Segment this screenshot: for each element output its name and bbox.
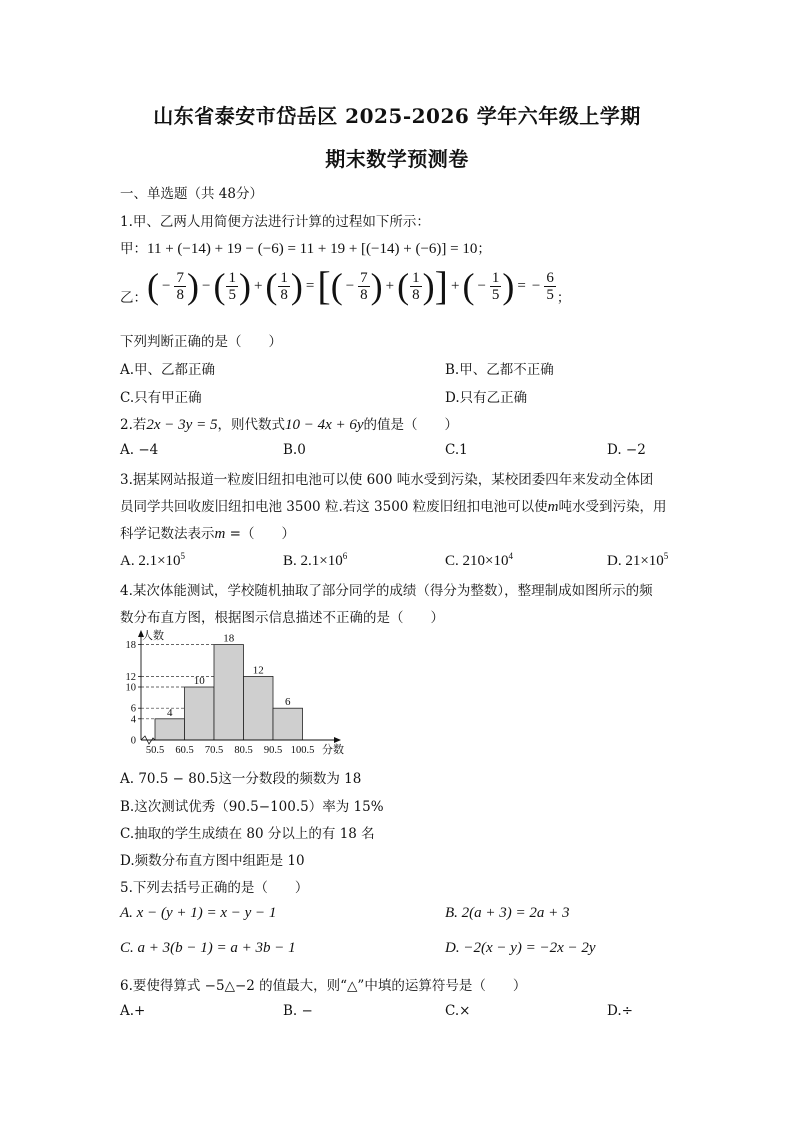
q5-option-a[interactable]: A. x − (y + 1) = x − y − 1 (120, 905, 277, 921)
q3-line1: 3.据某网站报道一粒废旧纽扣电池可以使 600 吨水受到污染，某校团委四年来发动全体团 (120, 472, 654, 488)
section-heading: 一、单选题（共 48分） (120, 186, 263, 202)
histogram-x-title: 分数 (322, 743, 344, 756)
q3-line2 (120, 495, 667, 516)
q1-jia-row (120, 237, 491, 258)
q2-stem-mid: ，则代数式 (217, 417, 285, 433)
q2-condition: 2x − 3y = 5 (146, 417, 218, 433)
q4-option-b[interactable]: B.这次测试优秀（90.5−100.5）率为 15% (120, 799, 384, 815)
q6-stem: 6.要使得算式 −5△−2 的值最大，则“△”中填的运算符号是（ ） (120, 978, 527, 994)
histogram-bar-label-3: 12 (252, 664, 264, 677)
q2-option-c[interactable]: C.1 (445, 442, 468, 458)
q2-option-d[interactable]: D. −2 (607, 442, 646, 458)
q1-yi-end: ； (556, 290, 571, 306)
histogram-bar-label-0: 4 (167, 706, 173, 719)
histogram-y-title: 人数 (142, 629, 164, 642)
histogram-y-tick-label-10: 10 (125, 682, 136, 694)
q1-jia-label: 甲： (120, 241, 147, 257)
q5-option-b[interactable]: B. 2(a + 3) = 2a + 3 (445, 905, 570, 921)
q2-stem-prefix: 2.若 (120, 417, 147, 433)
q3-option-c[interactable]: C. $210\times 10^4$ (445, 551, 513, 569)
q4-line1: 4.某次体能测试，学校随机抽取了部分同学的成绩（得分为整数），整理制成如图所示的频 (120, 583, 653, 599)
histogram-x-tick-label-2: 70.5 (204, 745, 224, 756)
q1-option-c[interactable]: C.只有甲正确 (120, 390, 202, 406)
histogram-x-tick-label-3: 80.5 (234, 745, 253, 756)
histogram-y-tick-label-12: 12 (125, 671, 136, 683)
q3-line2-text: 员同学共回收废旧纽扣电池 3500 粒.若这 3500 粒废旧纽扣电池可以使 (120, 499, 548, 515)
q6-option-c[interactable]: C.× (445, 1003, 471, 1019)
histogram-bar-0 (155, 719, 185, 740)
q3-var-m2: m (214, 526, 226, 542)
q1-jia-end: ； (477, 241, 491, 257)
histogram-bar-label-2: 18 (223, 632, 235, 645)
histogram-bar-label-4: 6 (285, 696, 291, 709)
histogram-bar-label-1: 10 (193, 675, 205, 687)
q6-option-d[interactable]: D.÷ (607, 1003, 633, 1019)
q2-option-b[interactable]: B.0 (283, 442, 306, 458)
q3-option-b[interactable]: B. $2.1\times 10^6$ (283, 551, 348, 569)
q1-stem: 1.甲、乙两人用简便方法进行计算的过程如下所示： (120, 214, 430, 230)
q3-line2-end: 吨水受到污染，用 (558, 499, 667, 515)
q3-option-a[interactable]: A. $2.1\times 10^5$ (120, 551, 186, 569)
q6-option-b[interactable]: B. − (283, 1003, 313, 1019)
q2-stem-suffix: 的值是（ ） (363, 417, 459, 433)
q5-option-c[interactable]: C. a + 3(b − 1) = a + 3b − 1 (120, 940, 296, 956)
q4-option-c[interactable]: C.抽取的学生成绩在 80 分以上的有 18 名 (120, 826, 375, 842)
histogram-x-tick-label-0: 50.5 (145, 745, 165, 756)
q1-option-b[interactable]: B.甲、乙都不正确 (445, 362, 554, 378)
histogram-chart (115, 628, 355, 756)
histogram-y-tick-label-4: 4 (130, 714, 136, 726)
q1-question: 下列判断正确的是（ ） (120, 334, 282, 350)
q5-stem: 5.下列去括号正确的是（ ） (120, 880, 309, 896)
histogram-y-tick-label-6: 6 (130, 703, 136, 715)
q6-option-a[interactable]: A.+ (120, 1003, 146, 1019)
q4-line2: 数分布直方图，根据图示信息描述不正确的是（ ） (120, 610, 444, 626)
q3-line3-prefix: 科学记数法表示 (120, 526, 215, 542)
page-title-line2: 期末数学预测卷 (325, 147, 469, 171)
q3-option-d[interactable]: D. $21\times 10^5$ (607, 551, 669, 569)
q1-yi-label: 乙： (120, 290, 147, 306)
page-title-line1: 山东省泰安市岱岳区 2025-2026 学年六年级上学期 (153, 104, 641, 128)
q3-var-m: m (547, 499, 559, 515)
histogram-bar-1 (185, 687, 215, 740)
q3-line3-end: =（ ） (225, 526, 295, 542)
histogram-y-tick-label-18: 18 (125, 640, 136, 652)
histogram-bar-3 (244, 676, 274, 740)
q1-option-d[interactable]: D.只有乙正确 (445, 390, 528, 406)
q1-yi-row: 乙：( − $\frac{7}{8}$ ) −( $\frac{1}{5}$ ) +( $\frac{1}{8}$ ) =[( − $\frac{7}{8}$ ) +( $\frac{1}{8}$ )] +( − $\frac{1}{5}$ ) = − $\frac{6}{5}$ ； (120, 263, 571, 308)
q1-option-a[interactable]: A.甲、乙都正确 (120, 362, 216, 378)
q2-expression: 10 − 4x + 6y (284, 417, 364, 433)
q4-option-a[interactable]: A. 70.5 − 80.5这一分数段的频数为 18 (120, 771, 362, 787)
q2-stem (120, 413, 458, 434)
histogram-bar-2 (214, 645, 244, 740)
q2-option-a[interactable]: A. −4 (120, 442, 159, 458)
histogram-x-tick-label-4: 90.5 (263, 745, 283, 756)
q3-line3 (120, 522, 295, 543)
q4-option-d[interactable]: D.频数分布直方图中组距是 10 (120, 853, 305, 869)
histogram-bar-4 (273, 708, 303, 740)
q1-jia-expression: 11 + (−14) + 19 − (−6) = 11 + 19 + [(−14) + (−6)] = 10 (147, 241, 478, 257)
histogram-y-tick-label-0: 0 (130, 735, 136, 747)
histogram-x-tick-label-1: 60.5 (175, 745, 194, 756)
q5-option-d[interactable]: D. −2(x − y) = −2x − 2y (445, 940, 596, 956)
histogram-x-tick-label-5: 100.5 (290, 745, 315, 756)
